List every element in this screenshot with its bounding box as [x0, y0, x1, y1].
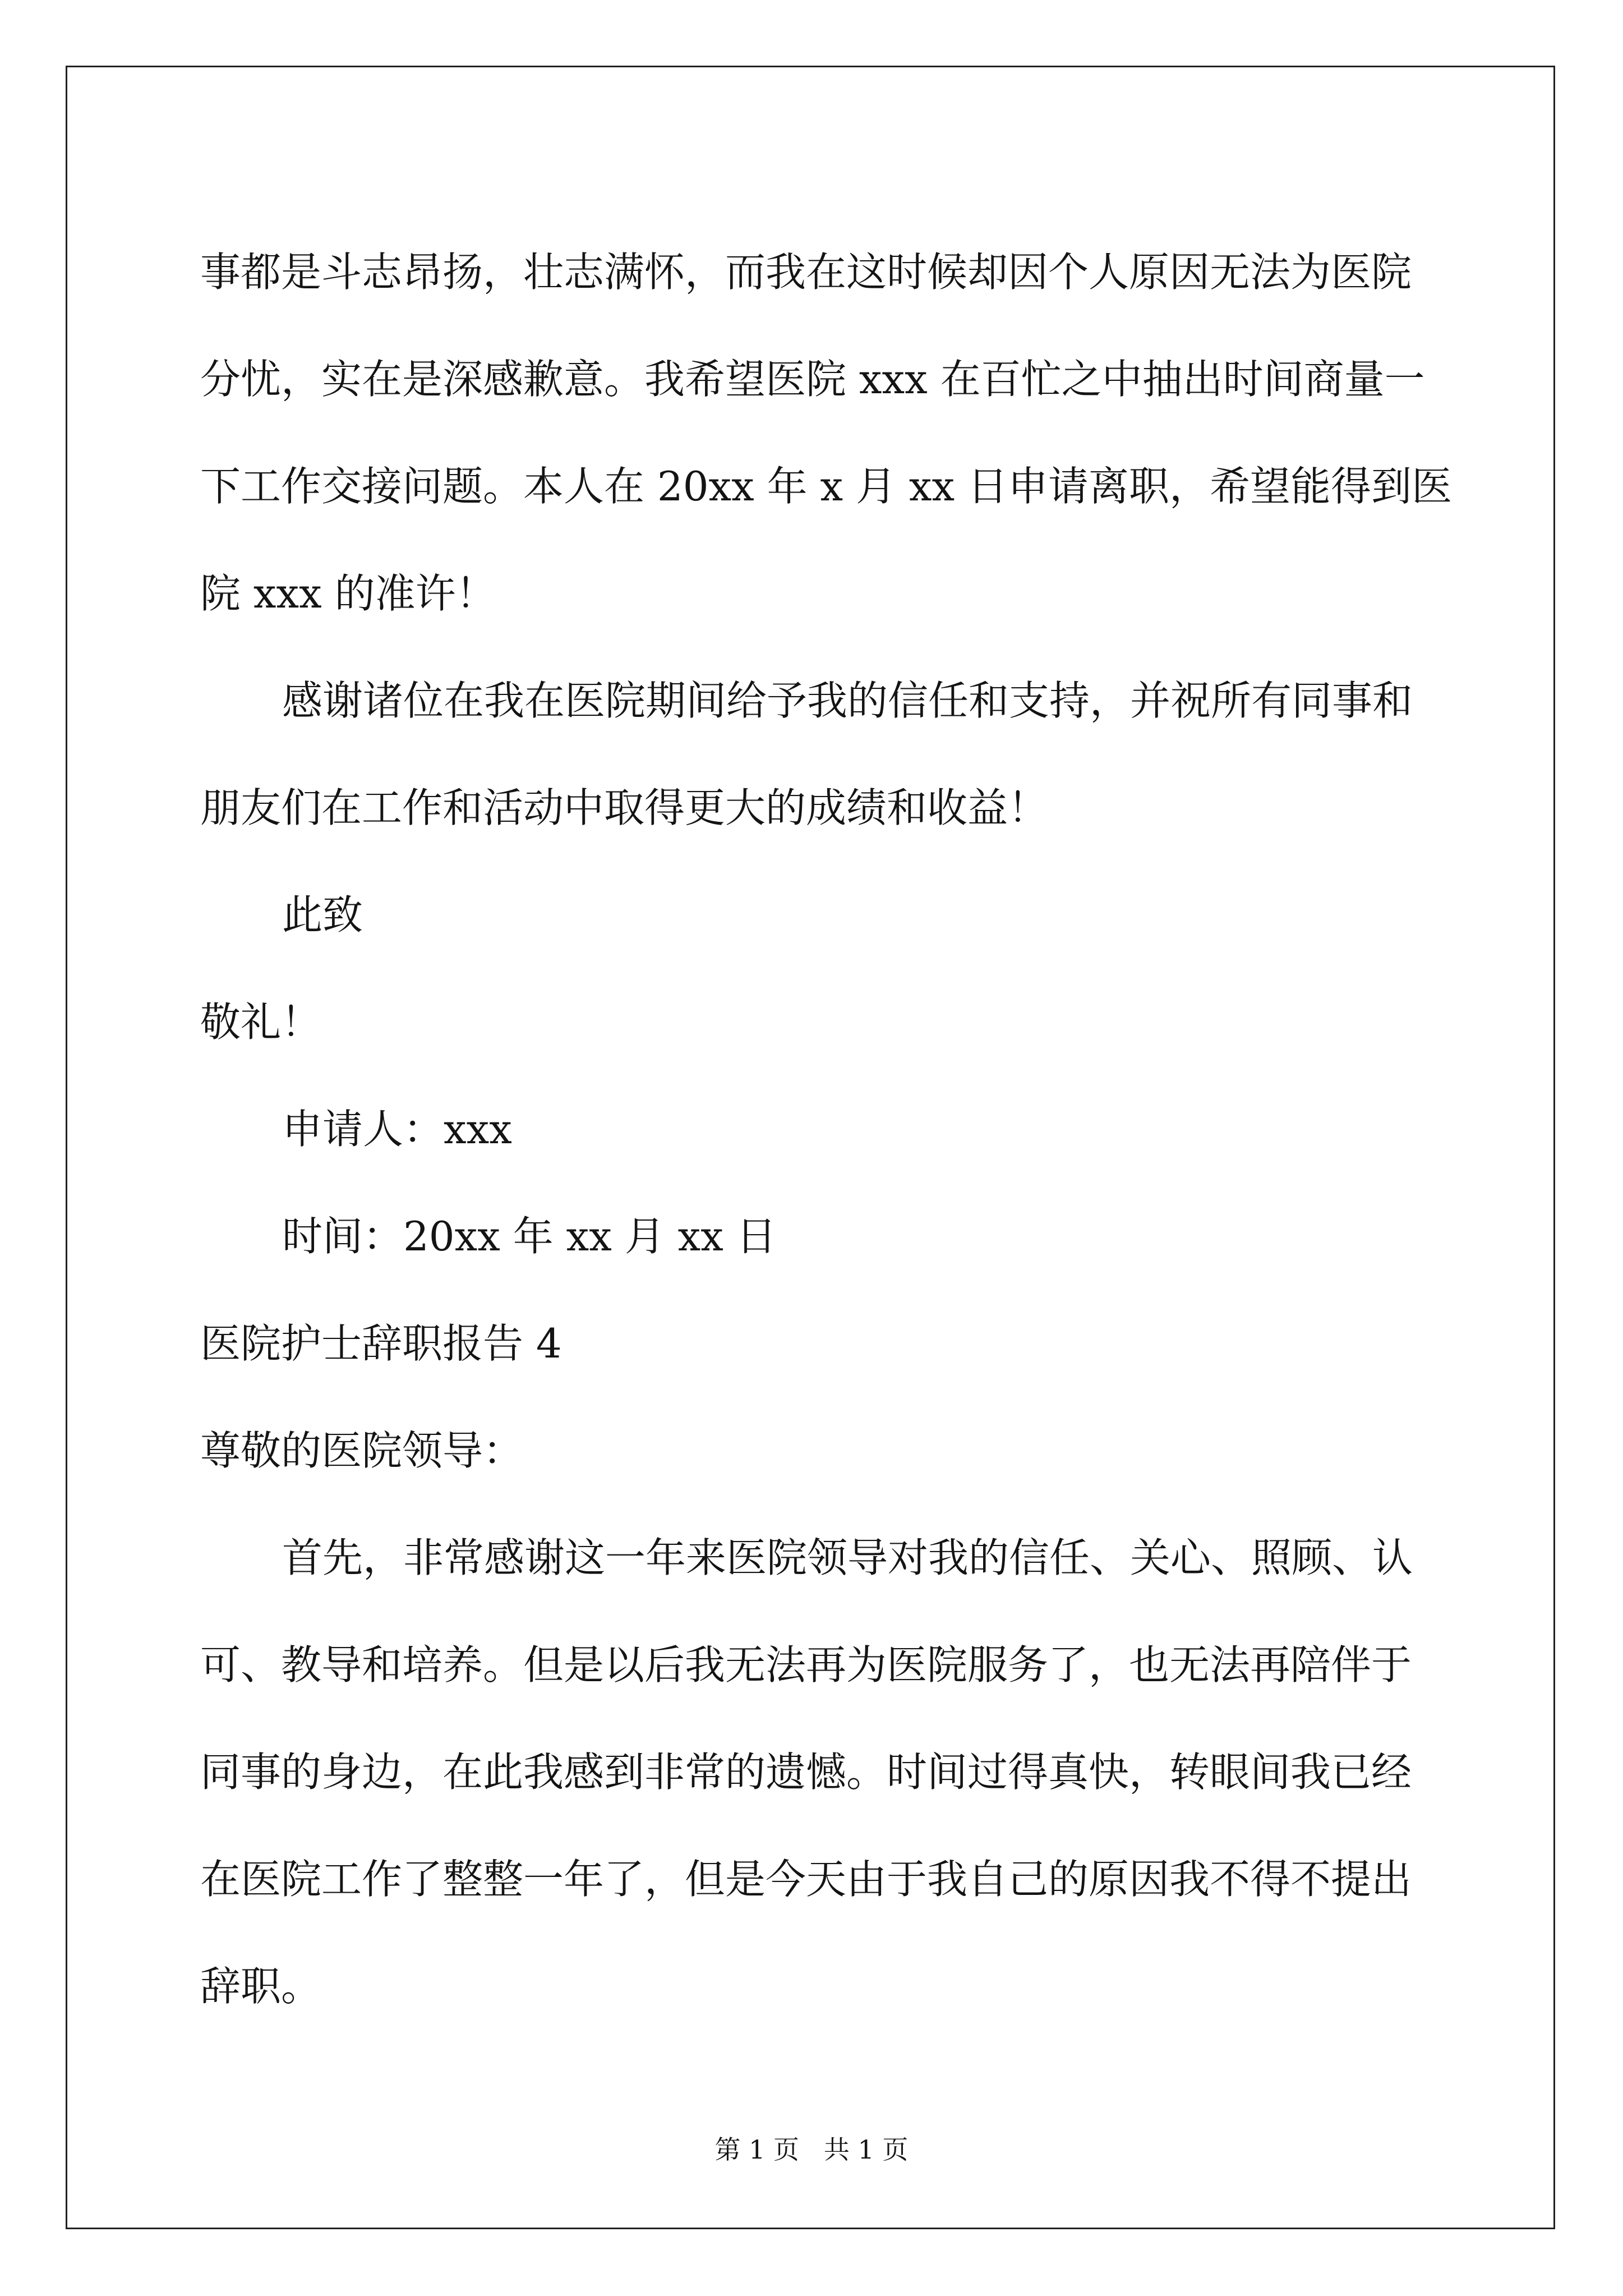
text-line: 下工作交接问题。本人在 20xx 年 x 月 xx 日申请离职，希望能得到医 — [200, 463, 1452, 510]
text-line: 辞职。 — [200, 1963, 322, 2010]
text-line: 院 xxx 的准许！ — [200, 570, 496, 617]
text-line: 首先，非常感谢这一年来医院领导对我的信任、关心、照顾、认 — [282, 1534, 1413, 1581]
text-line: 朋友们在工作和活动中取得更大的成绩和收益！ — [200, 784, 1049, 831]
text-line: 在医院工作了整整一年了，但是今天由于我自己的原因我不得不提出 — [200, 1856, 1412, 1903]
date-line: 时间：20xx 年 xx 月 xx 日 — [282, 1213, 777, 1260]
closing-regards: 敬礼！ — [200, 999, 322, 1046]
closing-salutation: 此致 — [282, 891, 363, 938]
text-line: 分忧，实在是深感歉意。我希望医院 xxx 在百忙之中抽出时间商量一 — [200, 356, 1425, 403]
applicant-line: 申请人：xxx — [282, 1106, 512, 1153]
text-line: 可、教导和培养。但是以后我无法再为医院服务了，也无法再陪伴于 — [200, 1641, 1412, 1688]
text-line: 事都是斗志昂扬，壮志满怀，而我在这时候却因个人原因无法为医院 — [200, 249, 1412, 296]
document-body — [200, 219, 1452, 2040]
page-footer: 第 1 页 共 1 页 — [714, 2134, 909, 2165]
section-title: 医院护士辞职报告 4 — [200, 1320, 562, 1367]
greeting: 尊敬的医院领导： — [200, 1427, 524, 1474]
text-line: 感谢诸位在我在医院期间给予我的信任和支持，并祝所有同事和 — [282, 677, 1413, 724]
text-line: 同事的身边，在此我感到非常的遗憾。时间过得真快，转眼间我已经 — [200, 1749, 1412, 1796]
